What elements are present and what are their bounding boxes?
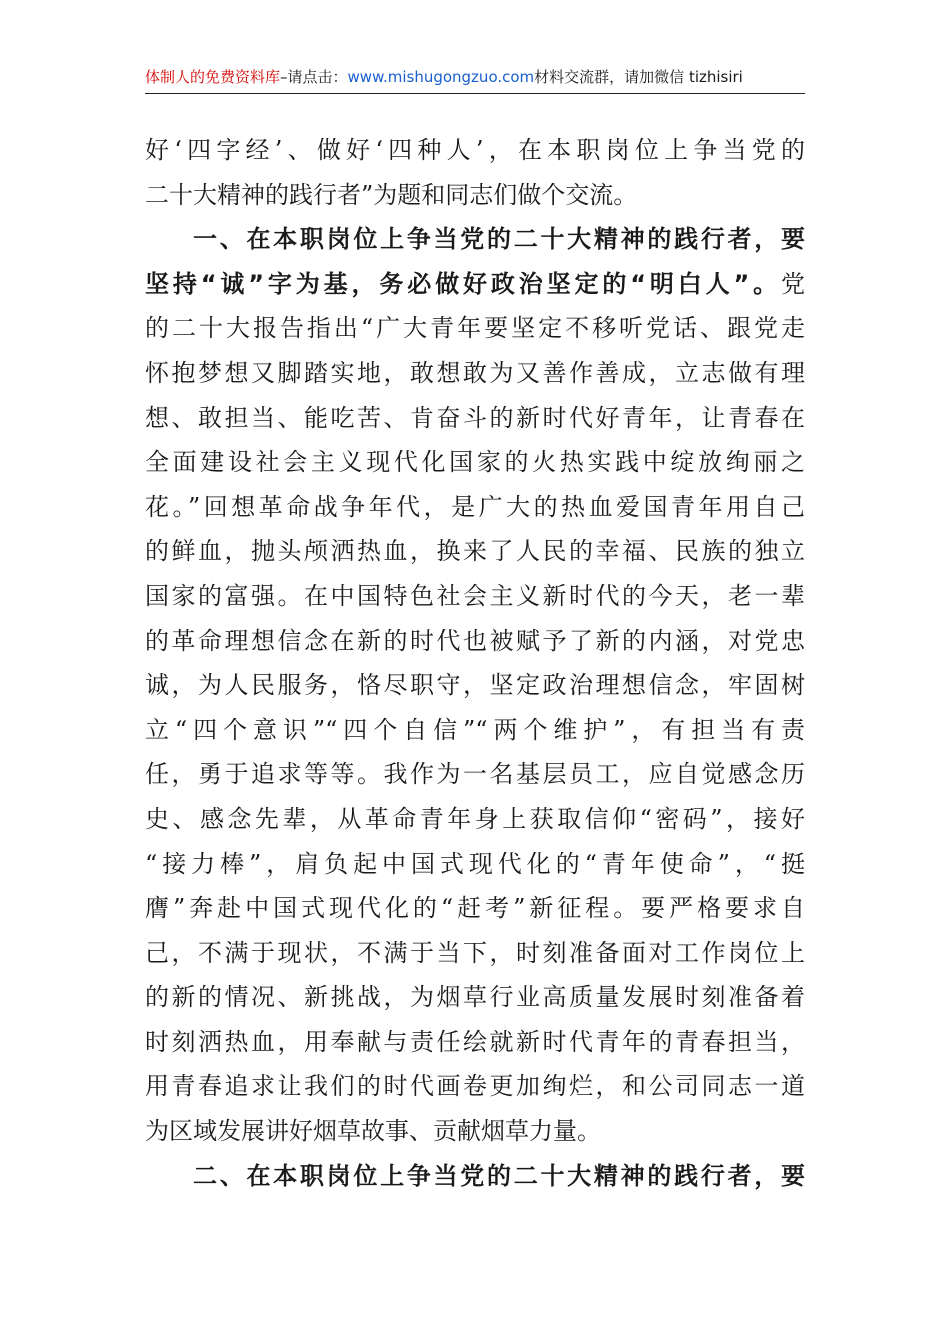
text-line: [145, 262, 805, 307]
body-text: 的二十大报告指出“广大青年要坚定不移听党话、跟党走: [145, 314, 805, 343]
body-text: 史、感念先辈，从革命青年身上获取信仰“密码”，接好: [145, 804, 805, 833]
body-text: 想、敢担当、能吃苦、肯奋斗的新时代好青年，让青春在: [145, 403, 805, 432]
body-text: 国家的富强。在中国特色社会主义新时代的今天，老一辈: [145, 581, 805, 610]
body-text: 膺”奔赴中国式现代化的“赶考”新征程。要严格要求自: [145, 894, 805, 923]
body-text: 的鲜血，抛头颅洒热血，换来了人民的幸福、民族的独立: [145, 537, 805, 566]
body-text: 的新的情况、新挑战，为烟草行业高质量发展时刻准备着: [145, 983, 805, 1012]
body-text: 党: [781, 269, 805, 298]
body-text: 好‘四字经’、做好‘四种人’，在本职岗位上争当党的: [145, 136, 805, 164]
body-text: 花。”回想革命战争年代，是广大的热血爱国青年用自己: [145, 492, 805, 521]
text-line: [145, 1154, 805, 1199]
text-line: [145, 1020, 805, 1065]
body-text: 己，不满于现状，不满于当下，时刻准备面对工作岗位上: [145, 938, 805, 967]
text-line: [145, 663, 805, 708]
header-wechat-note: 材料交流群，请加微信 tizhisiri: [534, 68, 743, 86]
bold-heading-text: 坚持“诚”字为基，务必做好政治坚定的“明白人”。: [145, 269, 781, 298]
text-line: [145, 529, 805, 574]
text-line: [145, 128, 805, 173]
body-text: 诚，为人民服务，恪尽职守，坚定政治理想信念，牢固树: [145, 671, 805, 700]
body-text: 的革命理想信念在新的时代也被赋予了新的内涵，对党忠: [145, 626, 805, 655]
text-line: [145, 1064, 805, 1109]
text-line: [145, 173, 805, 218]
bold-heading-text: 一、在本职岗位上争当党的二十大精神的践行者，要: [193, 225, 805, 254]
header-brand: 体制人的免费资料库: [145, 68, 281, 86]
body-text: “接力棒”，肩负起中国式现代化的“青年使命”，“挺: [145, 849, 805, 878]
text-line: [145, 752, 805, 797]
text-line: [145, 217, 805, 262]
body-text: 时刻洒热血，用奉献与责任绘就新时代青年的青春担当，: [145, 1027, 805, 1056]
body-text: 为区域发展讲好烟草故事、贡献烟草力量。: [145, 1117, 601, 1146]
text-line: [145, 842, 805, 887]
text-line: [145, 396, 805, 441]
text-line: [145, 619, 805, 664]
body-text: 用青春追求让我们的时代画卷更加绚烂，和公司同志一道: [145, 1072, 805, 1101]
text-line: [145, 797, 805, 842]
text-line: [145, 485, 805, 530]
body-text: 全面建设社会主义现代化国家的火热实践中绽放绚丽之: [145, 448, 805, 477]
header-url-link[interactable]: www.mishugongzuo.com: [347, 68, 535, 86]
text-line: [145, 886, 805, 931]
document-body: [145, 128, 805, 1198]
text-line: [145, 306, 805, 351]
bold-heading-text: 二、在本职岗位上争当党的二十大精神的践行者，要: [193, 1161, 805, 1190]
header-prompt: –请点击：: [280, 68, 348, 86]
text-line: [145, 931, 805, 976]
page-header: [145, 62, 805, 94]
text-line: [145, 351, 805, 396]
body-text: 怀抱梦想又脚踏实地，敢想敢为又善作善成，立志做有理: [145, 358, 805, 387]
text-line: [145, 708, 805, 753]
text-line: [145, 1109, 805, 1154]
body-text: 任，勇于追求等等。我作为一名基层员工，应自觉感念历: [145, 760, 805, 789]
text-line: [145, 975, 805, 1020]
text-line: [145, 440, 805, 485]
body-text: 立“四个意识”“四个自信”“两个维护”，有担当有责: [145, 715, 805, 744]
text-line: [145, 574, 805, 619]
body-text: 二十大精神的践行者”为题和同志们做个交流。: [145, 180, 638, 209]
